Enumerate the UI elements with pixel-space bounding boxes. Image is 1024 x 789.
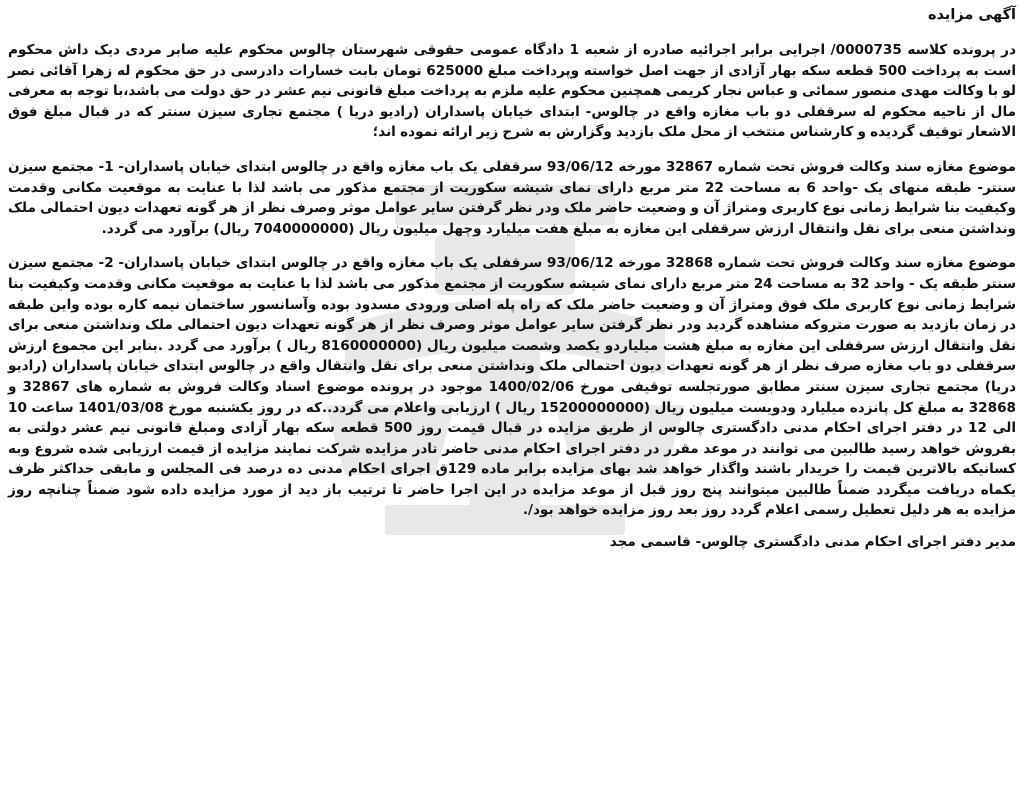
notice-shop-1-paragraph: موضوع مغازه سند وکالت فروش تحت شماره 32867 مورخه 93/06/12 سرقفلی یک باب مغازه واقع در چالوس ابتدای خیابان پاسداران- 1- مجتمع سیزن سنتر- طبقه منهای یک -واحد 6 به مساحت 22 متر مربع دارای نمای شیشه سکوریت از مجتمع مذکور می باشد لذا با عنایت به موقعیت مکانی وقدمت وکیفیت بنا شرایط زمانی نوع کاربری ومتراژ آن و وضعیت حاضر ملک ودر نظر گرفتن سایر عوامل موثر وصرف نظر از هر گونه تعهدات دیون احتمالی ملک ونداشتن منعی برای نقل وانتقال ارزش سرقفلی این مغازه به مبلغ هفت میلیارد وچهل میلیون ریال (7040000000 ریال) برآورد می گردد. <box>8 158 1016 237</box>
notice-signature: مدیر دفتر اجرای احکام مدنی دادگستری چالوس- قاسمی مجد <box>609 534 1016 551</box>
notice-title: آگهی مزایده <box>927 7 1016 23</box>
auction-notice <box>8 4 1016 553</box>
notice-intro-paragraph: در پرونده کلاسه 0000735/ اجرایی برابر اجرائیه صادره از شعبه 1 دادگاه عمومی حقوقی شهرستان چالوس محکوم علیه صابر مردی دیک داش محکوم است به پرداخت 500 قطعه سکه بهار آزادی از جهت اصل خواسته وپرداخت مبلغ 625000 تومان بابت خسارات دادرسی در حق محکوم له زهرا آقائی نصر لو با وکالت مهدی منصور سمائی و عباس نجار کریمی همچنین محکوم علیه ملزم به پرداخت مبلغ قانونی نیم عشر در حق دولت می باشد،با توجه به معرفی مال از ناحیه محکوم له سرقفلی دو باب مغازه واقع در چالوس- ابتدای خیابان پاسداران (رادیو دریا ) مجتمع تجاری سیزن سنتر که در قبال مبلغ فوق الاشعار توقیف گردیده و کارشناس منتخب از محل ملک بازدید وگزارش به شرح زیر ارائه نموده اند؛ <box>8 42 1016 141</box>
notice-shop-2-paragraph: موضوع مغازه سند وکالت فروش تحت شماره 32868 مورخه 93/06/12 سرقفلی یک باب مغازه واقع در چالوس ابتدای خیابان پاسداران- 2- مجتمع سیزن سنتر طبقه یک - واحد 32 به مساحت 24 متر مربع دارای نمای شیشه سکوریت از مجتمع مذکور می باشد لذا با عنایت به موقعیت مکانی وقدمت وکیفیت بنا شرایط زمانی نوع کاربری ملک فوق ومتراژ آن و وضعیت حاضر ملک که راه پله اصلی ورودی مسدود بوده وآسانسور ساختمان نیمه کاره بوده واین طبقه در زمان بازدید به صورت متروکه مشاهده گردید ودر نظر گرفتن سایر عوامل موثر وصرف نظر از هر گونه تعهدات دیون احتمالی ملک ونداشتن منعی برای نقل وانتقال ارزش سرقفلی این مغازه به مبلغ هشت میلیاردو یکصد وشصت میلیون ریال (8160000000 ریال ) برآورد می گردد .بنابر این مجموع ارزش سرقفلی دو باب مغازه صرف نظر از هر گونه تعهدات دیون احتمالی ملک ونداشتن منعی برای نقل وانتقال واقع در چالوس ابتدای خیابان پاسداران (رادیو دریا) مجتمع تجاری سیزن سنتر مطابق صورتجلسه توقیفی مورخ 1400/02/06 موجود در پرونده موضوع اسناد وکالت فروش به شماره های 32867 و 32868 به مبلغ کل پانزده میلیارد ودویست میلیون ریال (15200000000 ریال ) ارزیابی واعلام می گردد..که در روز یکشنبه مورخ 1401/03/08 ساعت 10 الی 12 در دفتر اجرای احکام مدنی دادگستری چالوس از طریق مزایده در قبال قیمت روز 500 قطعه سکه بهار آزادی ومبلغ قانونی نیم عشر دولتی به بفروش خواهد رسید طالبین می توانند در موعد مقرر در دفتر اجرای احکام مدنی حاضر تادر مزایده شرکت نمایند مزایده از قیمت ارزیابی شده شروع وبه کسانیکه بالاترین قیمت را خریدار باشند واگذار خواهد شد بهای مزایده برابر ماده 129ق اجرای احکام مدنی ده درصد فی المجلس و مابقی حداکثر ظرف یکماه دریافت میگردد ضمناً طالبین میتوانند پنج روز قبل از موعد مزایده در این اجرا حاضر تا ترتیب باز دید از مورد مزایده داده شود ضمناً چنانچه روز مزایده به هر دلیل تعطیل رسمی اعلام گردد روز بعد روز مزایده خواهد بود/. <box>8 255 1017 519</box>
